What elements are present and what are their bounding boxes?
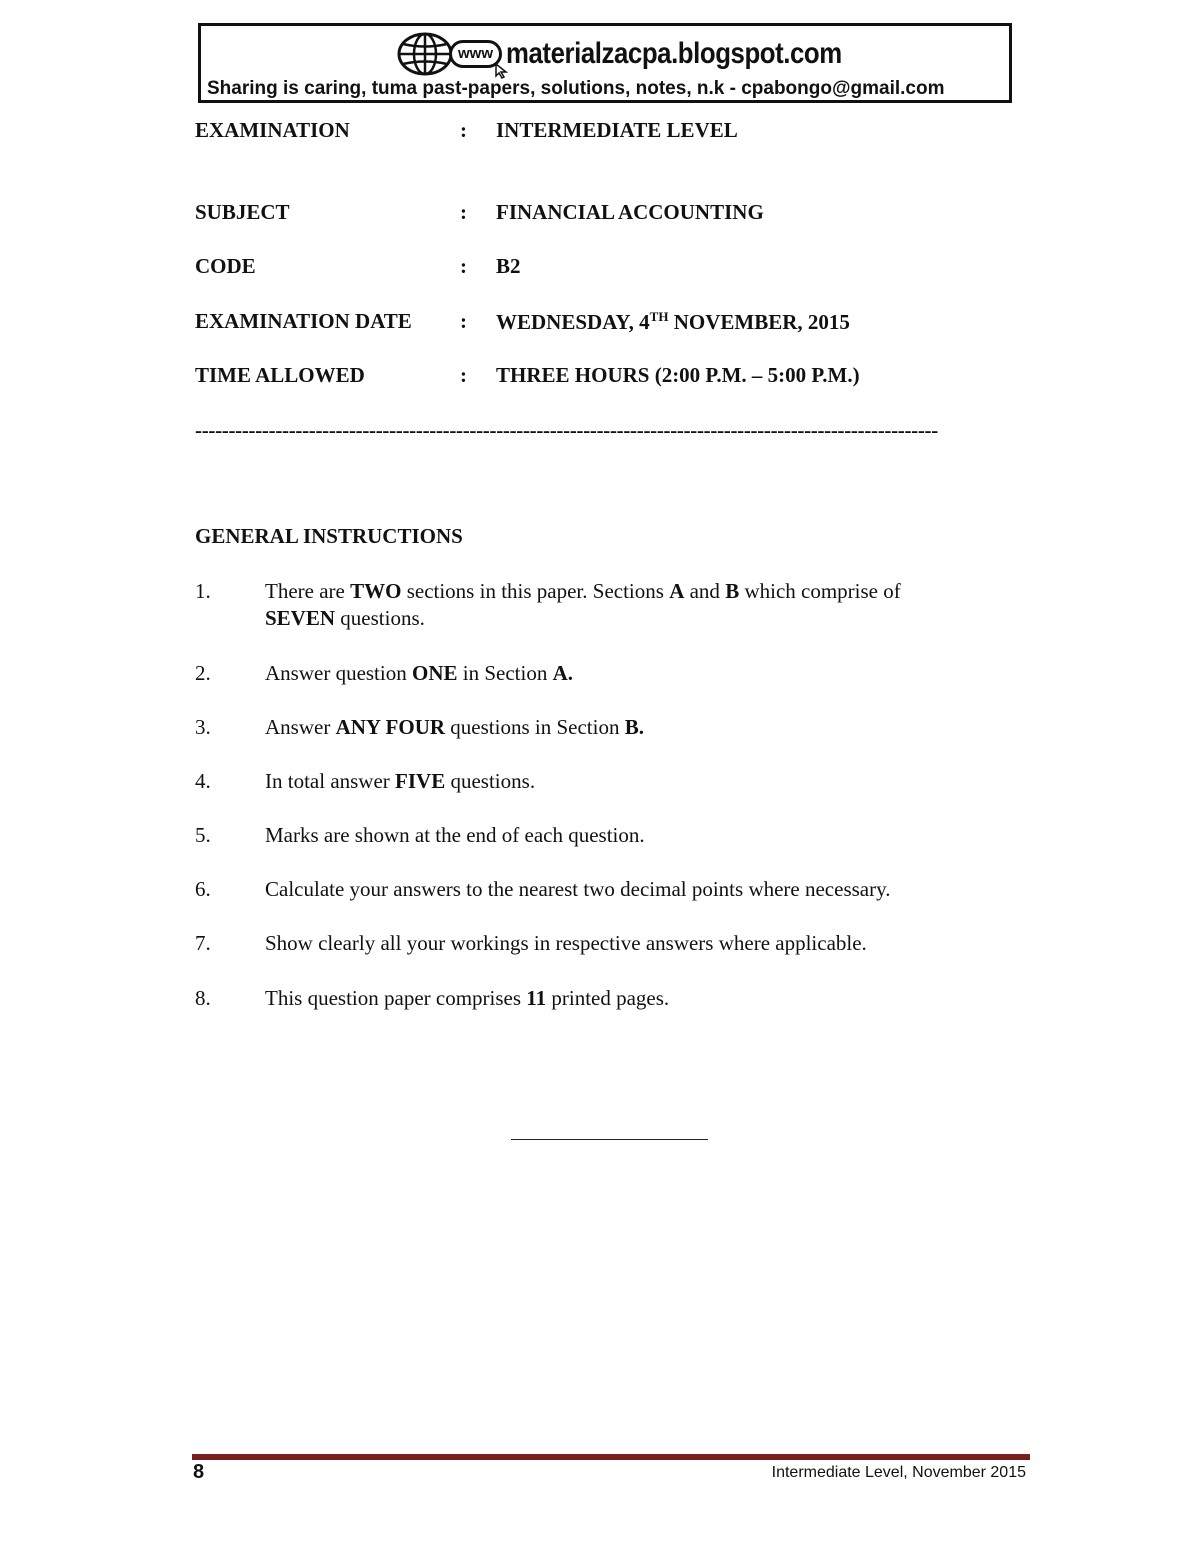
- header-colon: :: [460, 363, 467, 387]
- date-ordinal: TH: [649, 309, 669, 324]
- item-text: There are TWO sections in this paper. Sections A and B which comprise of SEVEN questions.: [265, 579, 901, 630]
- header-value: THREE HOURS (2:00 P.M. – 5:00 P.M.): [496, 363, 860, 387]
- header-value: FINANCIAL ACCOUNTING: [496, 200, 764, 224]
- globe-icon: [395, 32, 453, 76]
- item-text: Show clearly all your workings in respective answers where applicable.: [265, 931, 867, 955]
- item-text: In total answer FIVE questions.: [265, 769, 536, 793]
- www-badge: [449, 40, 502, 68]
- header-label: EXAMINATION: [195, 118, 350, 142]
- header-value: B2: [496, 254, 521, 278]
- item-number: 7.: [195, 931, 211, 955]
- header-value: [496, 309, 850, 335]
- item-text: Answer ANY FOUR questions in Section B.: [265, 715, 644, 739]
- footer-text: Intermediate Level, November 2015: [771, 1464, 1026, 1481]
- date-text: WEDNESDAY, 4: [496, 310, 650, 334]
- header-value: INTERMEDIATE LEVEL: [496, 118, 738, 142]
- end-of-instructions-line: [511, 1139, 708, 1140]
- item-text: Calculate your answers to the nearest two decimal points where necessary.: [265, 877, 891, 901]
- item-number: 8.: [195, 986, 211, 1010]
- www-label: www: [458, 45, 494, 62]
- item-number: 3.: [195, 715, 211, 739]
- site-banner: [198, 23, 1012, 103]
- header-label: EXAMINATION DATE: [195, 309, 412, 333]
- item-text: Answer question ONE in Section A.: [265, 661, 573, 685]
- page-number: 8: [193, 1461, 205, 1483]
- item-number: 4.: [195, 769, 211, 793]
- header-colon: :: [460, 254, 467, 278]
- dashed-separator: ---------------------------------------------------------------------------------------------------------------: [195, 418, 938, 442]
- banner-logo: [395, 32, 896, 76]
- item-number: 1.: [195, 579, 211, 603]
- site-url: materialzacpa.blogspot.com: [506, 37, 842, 70]
- item-number: 6.: [195, 877, 211, 901]
- item-text: This question paper comprises 11 printed pages.: [265, 986, 670, 1010]
- item-number: 5.: [195, 823, 211, 847]
- header-colon: :: [460, 200, 467, 224]
- header-colon: :: [460, 118, 467, 142]
- banner-tagline: Sharing is caring, tuma past-papers, solutions, notes, n.k - cpabongo@gmail.com: [207, 78, 945, 99]
- item-text: Marks are shown at the end of each question.: [265, 823, 645, 847]
- item-number: 2.: [195, 661, 211, 685]
- date-text-rest: NOVEMBER, 2015: [668, 310, 850, 334]
- header-label: CODE: [195, 254, 256, 278]
- instructions-title: GENERAL INSTRUCTIONS: [195, 524, 463, 548]
- header-colon: :: [460, 309, 467, 333]
- header-label: SUBJECT: [195, 200, 290, 224]
- footer-bar: [192, 1454, 1030, 1460]
- header-label: TIME ALLOWED: [195, 363, 365, 387]
